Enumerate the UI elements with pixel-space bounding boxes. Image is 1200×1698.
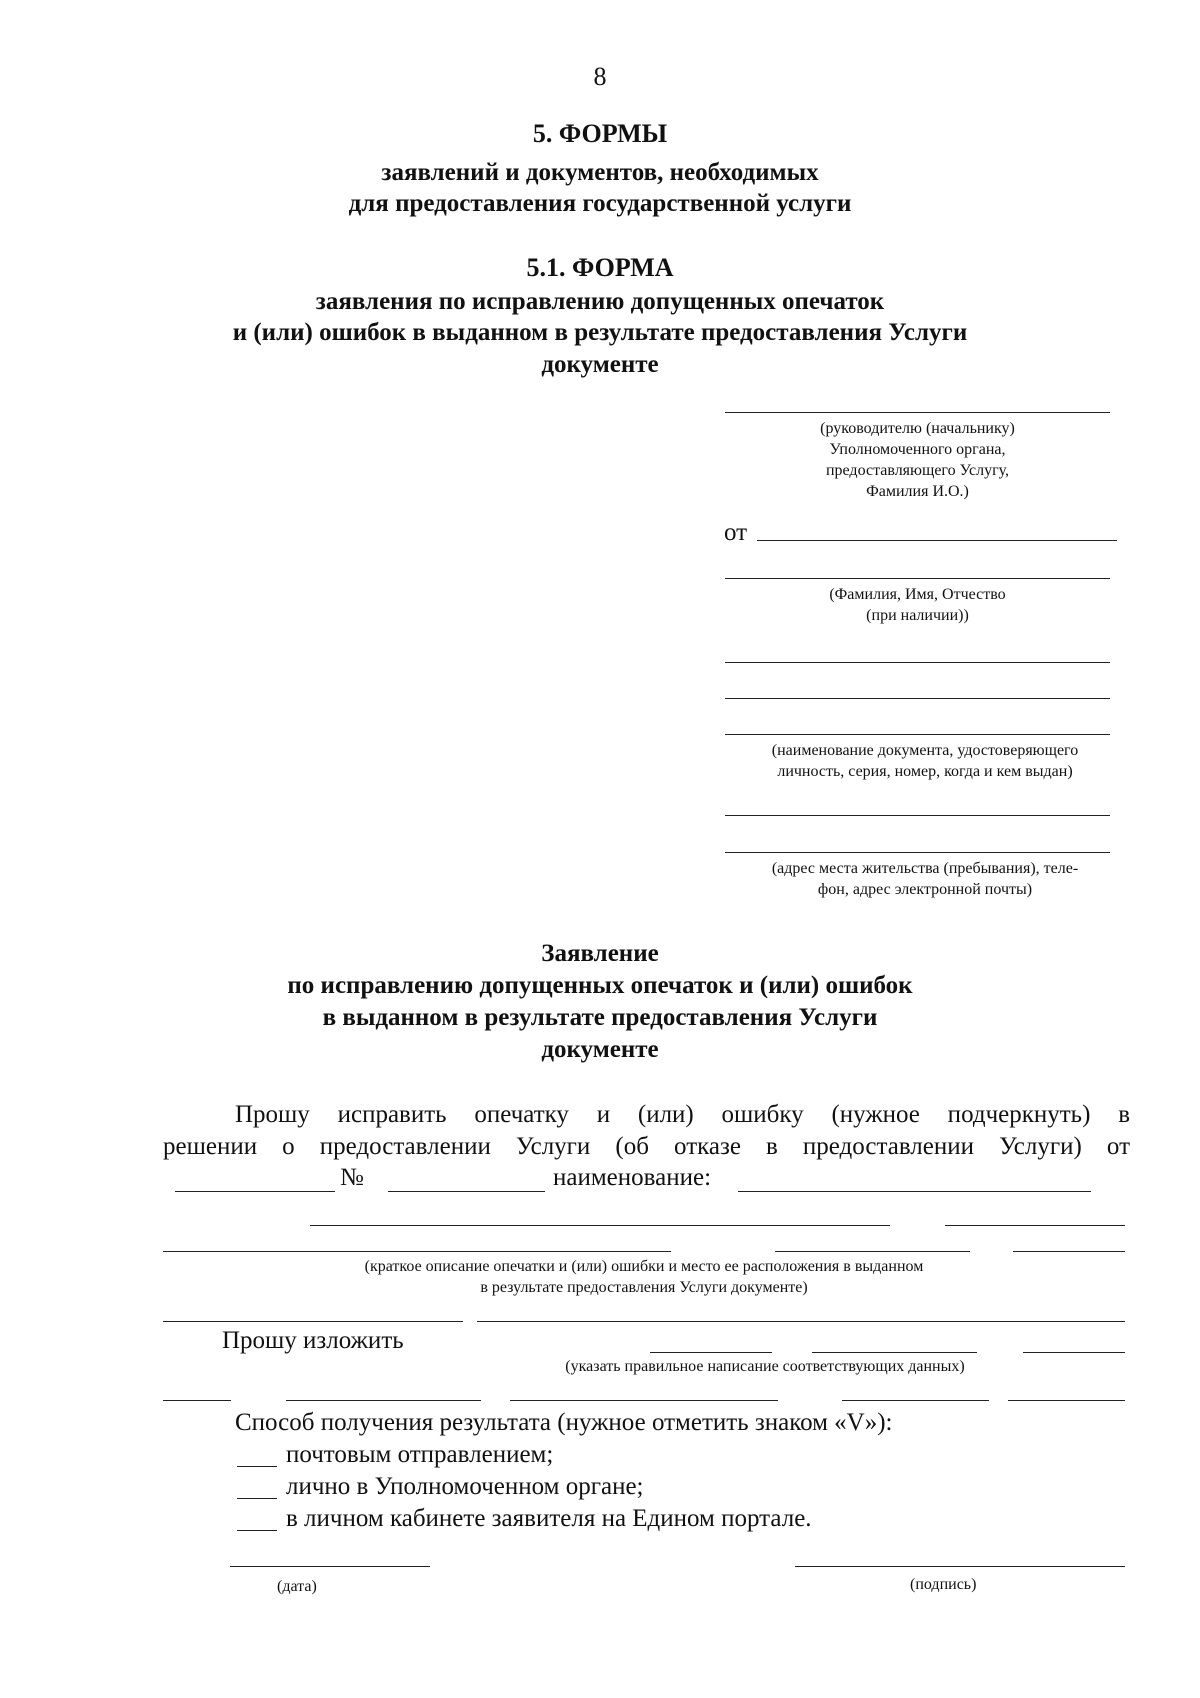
option-postal: почтовым отправлением;: [286, 1441, 554, 1468]
section-subtitle-line2: для предоставления государственной услуги: [348, 190, 852, 217]
doc-line-3: [725, 734, 1110, 735]
restate-line-1c: [1023, 1352, 1125, 1353]
restate-caption: (указать правильное написание соответствующих данных): [565, 1358, 965, 1375]
doc-caption-line2: личность, серия, номер, когда и кем выдан): [777, 763, 1073, 780]
restate-line-1a: [650, 1352, 772, 1353]
head-caption: [725, 418, 1110, 502]
signature-caption: (подпись): [910, 1576, 977, 1593]
statement-subtitle-line2: в выданном в результате предоставления Услуги: [322, 1004, 878, 1031]
form-subtitle-line1: заявления по исправлению допущенных опечаток: [315, 288, 885, 315]
section-subtitle-line1: заявлений и документов, необходимых: [381, 159, 819, 186]
address-line-2: [725, 852, 1110, 853]
error-line-2c: [1013, 1251, 1125, 1252]
restate-line-2d: [842, 1400, 989, 1401]
doc-line-2: [725, 698, 1110, 699]
fio-line: [725, 578, 1110, 579]
option-in-person: лично в Уполномоченном органе;: [286, 1473, 644, 1500]
number-sign: №: [340, 1164, 364, 1191]
restate-line-2e: [1008, 1400, 1125, 1401]
signature-line: [795, 1566, 1125, 1567]
request-paragraph-line2: решении о предоставлении Услуги (об отказе в предоставлении Услуги) от: [163, 1133, 1130, 1160]
address-caption: [725, 858, 1125, 900]
from-line: [757, 540, 1117, 541]
address-caption-line1: (адрес места жительства (пребывания), теле-: [771, 860, 1079, 877]
address-line-1: [725, 815, 1110, 816]
error-line-1b: [945, 1225, 1125, 1226]
error-caption-line1: (краткое описание опечатки и (или) ошибки и место ее расположения в выданном: [364, 1258, 924, 1275]
error-caption: [163, 1256, 1125, 1298]
doc-caption: [725, 740, 1125, 782]
restate-line-2c: [510, 1400, 778, 1401]
doc-line-1: [725, 662, 1110, 663]
restate-line-1b: [812, 1352, 977, 1353]
restate-line-2a: [163, 1400, 231, 1401]
date-blank-line: [175, 1191, 335, 1192]
request-paragraph-line1: Прошу исправить опечатку и (или) ошибку (нужное подчеркнуть) в: [235, 1101, 1130, 1128]
date-caption: (дата): [277, 1578, 317, 1595]
error-line-3a: [163, 1321, 463, 1322]
head-caption-line3: предоставляющего Услугу,: [825, 462, 1010, 479]
restate-line-2b: [286, 1400, 481, 1401]
restate-label: Прошу изложить: [222, 1327, 404, 1354]
form-subtitle-line2: и (или) ошибок в выданном в результате предоставления Услуги: [232, 319, 968, 346]
section-title: 5. ФОРМЫ: [532, 119, 668, 148]
method-label: Способ получения результата (нужное отметить знаком «V»):: [235, 1409, 893, 1436]
fio-caption-line1: (Фамилия, Имя, Отчество: [829, 586, 1006, 603]
option-checkbox-1[interactable]: [237, 1466, 277, 1467]
name-blank-line: [738, 1191, 1091, 1192]
number-blank-line: [388, 1191, 545, 1192]
head-caption-line2: Уполномоченного органа,: [829, 441, 1006, 458]
page-number: 8: [593, 62, 607, 91]
fio-caption: [725, 584, 1110, 626]
option-checkbox-2[interactable]: [237, 1498, 277, 1499]
error-line-2b: [775, 1251, 970, 1252]
option-portal: в личном кабинете заявителя на Едином портале.: [286, 1505, 812, 1532]
head-name-line: [725, 412, 1110, 413]
head-caption-line1: (руководителю (начальнику): [820, 420, 1015, 437]
statement-subtitle-line3: документе: [541, 1036, 659, 1063]
statement-title: Заявление: [541, 940, 659, 967]
error-line-3b: [477, 1321, 1125, 1322]
error-caption-line2: в результате предоставления Услуги документе): [480, 1279, 808, 1296]
option-checkbox-3[interactable]: [237, 1530, 277, 1531]
from-label: от: [724, 519, 748, 546]
error-line-1a: [310, 1225, 890, 1226]
form-title: 5.1. ФОРМА: [526, 253, 674, 282]
fio-caption-line2: (при наличии)): [866, 607, 969, 624]
address-caption-line2: фон, адрес электронной почты): [817, 881, 1033, 898]
head-caption-line4: Фамилия И.О.): [866, 483, 969, 500]
date-line: [230, 1566, 430, 1567]
name-label: наименование:: [553, 1164, 712, 1191]
error-line-2a: [163, 1251, 671, 1252]
statement-subtitle-line1: по исправлению допущенных опечаток и (или) ошибок: [287, 972, 913, 999]
doc-caption-line1: (наименование документа, удостоверяющего: [771, 742, 1079, 759]
form-subtitle-line3: документе: [541, 351, 659, 378]
